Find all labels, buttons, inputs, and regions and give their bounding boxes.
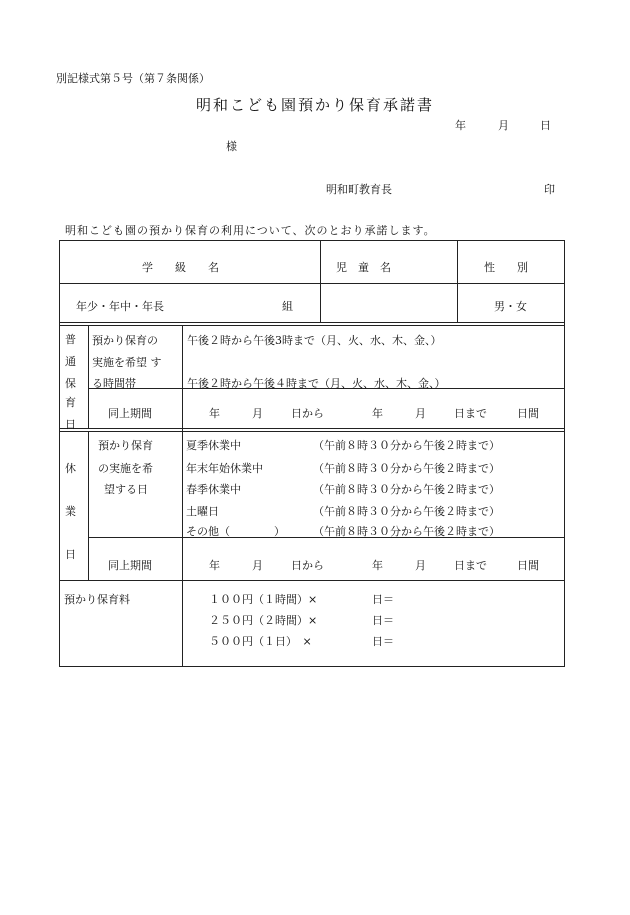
row-divider (60, 283, 564, 284)
seal-mark: 印 (544, 183, 555, 196)
period-day-from: 日から (291, 407, 324, 420)
regular-label-char: 日 (65, 418, 76, 431)
holiday-item-time: （午前８時３０分から午後２時まで） (313, 525, 500, 538)
period-month-to: 月 (415, 407, 426, 420)
form-number: 別記様式第５号（第７条関係） (56, 72, 210, 85)
time-option-3pm: 午後２時から午後3時まで（月、火、水、木、金、） (187, 334, 442, 347)
sex-options: 男・女 (494, 300, 527, 313)
holiday-period-year-to: 年 (372, 559, 383, 572)
holiday-item-time: （午前８時３０分から午後２時まで） (313, 462, 500, 475)
page-title: 明和こども園預かり保育承諾書 (195, 96, 434, 114)
period-label: 同上期間 (108, 407, 152, 420)
regular-label-char: 通 (65, 355, 76, 368)
row-divider (60, 431, 564, 432)
period-year-from: 年 (209, 407, 220, 420)
holiday-period-day-from: 日から (291, 559, 324, 572)
kumi-label: 組 (282, 300, 293, 313)
grade-options: 年少・年中・年長 (76, 300, 164, 313)
addressee-suffix: 様 (226, 140, 237, 153)
holiday-item-time: （午前８時３０分から午後２時まで） (313, 439, 500, 452)
row-divider (60, 325, 564, 326)
intro-text: 明和こども園の預かり保育の利用について、次のとおり承諾します。 (65, 224, 436, 237)
col-divider (88, 325, 89, 428)
sex-header: 性 別 (484, 261, 528, 274)
date-day: 日 (540, 119, 551, 132)
time-slot-label: る時間帯 (92, 377, 136, 390)
time-slot-label: 実施を希望 す (92, 356, 162, 369)
child-name-header: 児 童 名 (336, 261, 391, 274)
fee-label: 預かり保育料 (64, 593, 130, 606)
fee-days: 日＝ (372, 614, 394, 627)
fee-rate-1h: １００円（１時間）× (209, 593, 318, 606)
approval-table (59, 240, 565, 667)
period-day-to: 日まで (454, 407, 487, 420)
holiday-desired-label: の実施を希 (98, 462, 153, 475)
fee-rate-1day: ５００円（１日） × (209, 635, 312, 648)
row-divider (60, 428, 564, 429)
time-slot-label: 預かり保育の (92, 334, 158, 347)
regular-label-char: 保 (65, 377, 76, 390)
fee-days: 日＝ (372, 593, 394, 606)
regular-label-char: 育 (65, 396, 76, 409)
date-month: 月 (498, 119, 509, 132)
row-divider (60, 580, 564, 581)
holiday-period-label: 同上期間 (108, 559, 152, 572)
col-divider (182, 325, 183, 666)
time-option-4pm: 午後２時から午後４時まで（月、火、水、木、金、） (187, 377, 446, 390)
holiday-label-char: 日 (65, 548, 76, 561)
holiday-item-saturday: 土曜日 (186, 505, 219, 518)
holiday-desired-label: 望する日 (104, 483, 148, 496)
class-name-header: 学 級 名 (142, 261, 219, 274)
fee-rate-2h: ２５０円（２時間）× (209, 614, 318, 627)
holiday-item-spring: 春季休業中 (186, 483, 241, 496)
holiday-item-time: （午前８時３０分から午後２時まで） (313, 505, 500, 518)
period-month-from: 月 (252, 407, 263, 420)
holiday-item-new-year: 年末年始休業中 (186, 462, 263, 475)
period-days: 日間 (517, 407, 539, 420)
holiday-period-month-to: 月 (415, 559, 426, 572)
row-divider (60, 322, 564, 323)
holiday-period-month-from: 月 (252, 559, 263, 572)
fee-days: 日＝ (372, 635, 394, 648)
date-year: 年 (455, 119, 466, 132)
holiday-item-time: （午前８時３０分から午後２時まで） (313, 483, 500, 496)
regular-label-char: 普 (65, 333, 76, 346)
holiday-period-day-to: 日まで (454, 559, 487, 572)
holiday-item-other: その他（ ） (186, 525, 285, 538)
issuer: 明和町教育長 (326, 183, 392, 196)
holiday-label-char: 休 (65, 462, 76, 475)
col-divider (88, 431, 89, 580)
period-year-to: 年 (372, 407, 383, 420)
holiday-period-days: 日間 (517, 559, 539, 572)
holiday-period-year-from: 年 (209, 559, 220, 572)
holiday-label-char: 業 (65, 505, 76, 518)
holiday-desired-label: 預かり保育 (98, 439, 153, 452)
col-divider (457, 241, 458, 322)
holiday-item-summer: 夏季休業中 (186, 439, 241, 452)
col-divider (320, 241, 321, 322)
